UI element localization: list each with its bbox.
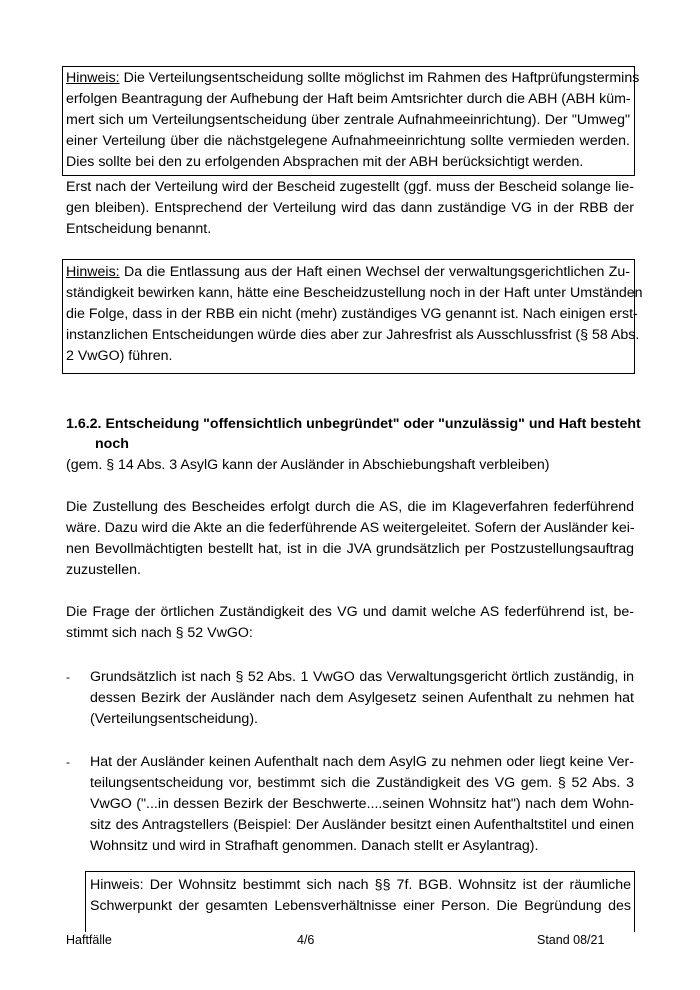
bullet-item-1-line-1: Grundsätzlich ist nach § 52 Abs. 1 VwGO das Verwaltungsgericht örtlich zuständig, in [90, 669, 634, 685]
footer-page-number: 4/6 [297, 933, 315, 947]
hint-box-release-line-3: die Folge, dass in der RBB ein nicht (mehr) zuständiges VG genannt ist. Nach einigen erst- [66, 306, 638, 322]
hint-box-residence-line-2: Schwerpunkt der gesamten Lebensverhältnisse einer Person. Die Begründung des [90, 898, 631, 914]
bullet-item-2-line-2: teilungsentscheidung vor, bestimmt sich die Zuständigkeit des VG gem. § 52 Abs. 3 [90, 775, 634, 791]
paragraph-delivery-line-1: Erst nach der Verteilung wird der Bescheid zugestellt (ggf. muss der Bescheid solange lie- [66, 179, 634, 195]
hint-box-distribution-line-5: Dies sollte bei den zu erfolgenden Absprachen mit der ABH berücksichtigt werden. [66, 154, 584, 170]
hint-box-distribution-line-2: erfolgen Beantragung der Aufhebung der Haft beim Amtsrichter durch die ABH (ABH küm- [66, 91, 631, 107]
bullet-item-1-line-3: (Verteilungsentscheidung). [90, 711, 258, 727]
paragraph-service-line-4: zuzustellen. [66, 562, 141, 578]
footer-date: Stand 08/21 [537, 933, 605, 947]
hint-box-distribution-line-4: einer Verteilung über die nächstgelegene Aufnahmeeinrichtung sollte vermieden werden. [66, 133, 630, 149]
paragraph-service-line-1: Die Zustellung des Bescheides erfolgt durch die AS, die im Klageverfahren federführend [66, 499, 634, 515]
hint-box-distribution-line-1: Hinweis: Die Verteilungsentscheidung sollte möglichst im Rahmen des Haftprüfungstermins [66, 70, 640, 86]
hint-box-release-line-1: Hinweis: Da die Entlassung aus der Haft einen Wechsel der verwaltungsgerichtlichen Zu- [66, 264, 630, 280]
bullet-item-1-line-2: dessen Bezirk der Ausländer nach dem Asylgesetz seinen Aufenthalt zu nehmen hat [90, 690, 634, 706]
hint-label: Hinweis: [66, 70, 120, 86]
footer-title: Haftfälle [66, 933, 112, 947]
section-subheading: (gem. § 14 Abs. 3 AsylG kann der Ausländer in Abschiebungshaft verbleiben) [66, 457, 550, 473]
hint-label: Hinweis: [66, 264, 120, 280]
hint-box-distribution-line-3: mert sich um Verteilungsentscheidung über zentrale Aufnahmeeinrichtung). Der "Umweg" [66, 112, 630, 128]
paragraph-service-line-3: nen Bevollmächtigten bestellt hat, ist in die JVA grundsätzlich per Postzustellungsauftrag [66, 541, 634, 557]
paragraph-jurisdiction-line-2: stimmt sich nach § 52 VwGO: [66, 625, 253, 641]
paragraph-service-line-2: wäre. Dazu wird die Akte an die federführende AS weitergeleitet. Sofern der Ausländer kei- [66, 520, 635, 536]
bullet-item-2-line-1: Hat der Ausländer keinen Aufenthalt nach dem AsylG zu nehmen oder liegt keine Ver- [90, 754, 634, 770]
section-heading-continued: noch [95, 436, 129, 452]
bullet-item-2-line-5: Wohnsitz und wird in Strafhaft genommen. Danach stellt er Asylantrag). [90, 838, 539, 854]
paragraph-delivery-line-2: gen bleiben). Entsprechend der Verteilung wird das dann zuständige VG in der RBB der [66, 200, 634, 216]
paragraph-jurisdiction-line-1: Die Frage der örtlichen Zuständigkeit des VG und damit welche AS federführend ist, be- [66, 604, 634, 620]
hint-box-release-line-4: instanzlichen Entscheidungen würde dies aber zur Jahresfrist als Ausschlussfrist (§ 58 Abs. [66, 327, 640, 343]
bullet-item-2-line-4: sitz des Antragstellers (Beispiel: Der Ausländer besitzt einen Aufenthaltstitel und einen [90, 817, 634, 833]
hint-box-release-line-5: 2 VwGO) führen. [66, 348, 173, 364]
section-heading: 1.6.2. Entscheidung "offensichtlich unbegründet" oder "unzulässig" und Haft besteht [66, 416, 641, 432]
bullet-item-2-line-3: VwGO ("...in dessen Bezirk der Beschwerte....seinen Wohnsitz hat") nach dem Wohn- [90, 796, 634, 812]
paragraph-delivery-line-3: Entscheidung benannt. [66, 221, 212, 237]
list-bullet: - [66, 755, 70, 769]
list-bullet: - [66, 670, 70, 684]
hint-box-residence-line-1: Hinweis: Der Wohnsitz bestimmt sich nach §§ 7f. BGB. Wohnsitz ist der räumliche [90, 877, 631, 893]
hint-box-release-line-2: ständigkeit bewirken kann, hätte eine Bescheidzustellung noch in der Haft unter Umständen [66, 285, 643, 301]
